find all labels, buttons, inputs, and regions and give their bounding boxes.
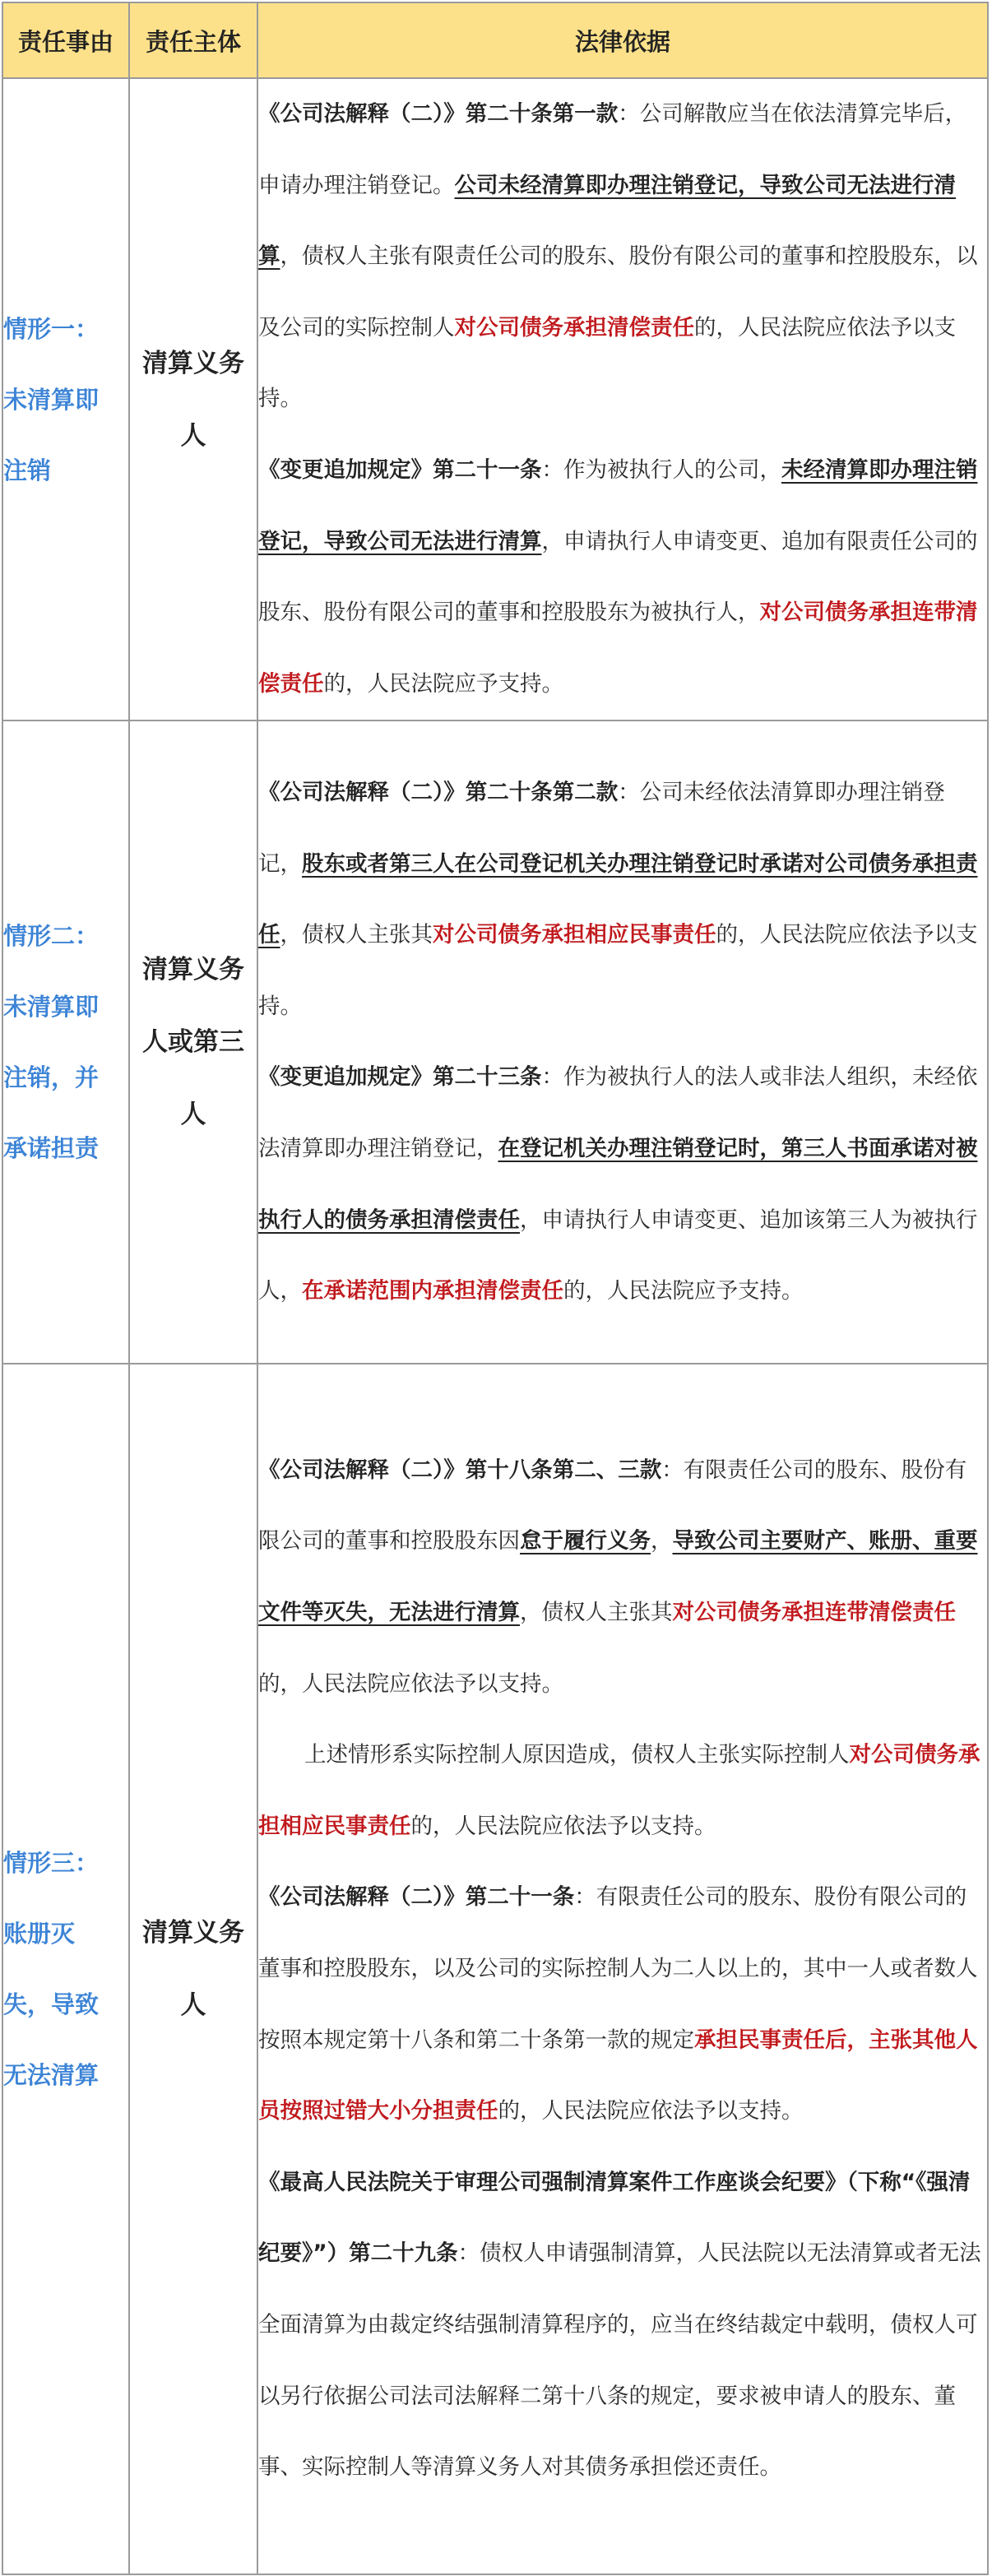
liability-text: 对公司债务承担清偿责任 [454,314,694,341]
scenario-line: 账册灭 [3,1920,76,1948]
legal-provision-paragraph [258,435,987,720]
scenario-line: 情形三： [3,1849,100,1878]
provision-text: 的，人民法院应依法予以支持。 [258,922,978,1019]
subject-line: 人 [180,1990,206,2021]
provision-text: ，申请执行人申请变更、追加有限责任公司的股东、股份有限公司的董事和控股股东为被执行人， [258,528,978,626]
table-row [2,78,988,720]
provision-text: 的，人民法院应依法予以支持。 [410,1813,716,1839]
provision-text: 的，人民法院应依法予以支持。 [258,1670,563,1697]
provision-citation: 《公司法解释（二）》第二十一条 [258,1884,575,1911]
table-header-row [2,2,988,78]
provision-text: ：有限责任公司的股东、股份有限公司的董事和控股股东因 [258,1457,967,1554]
legal-basis-cell [257,78,988,720]
table-row [2,1364,988,2574]
provision-text: ：公司解散应当在依法清算完毕后，申请办理注销登记。 [258,101,967,198]
provision-text: ：债权人申请强制清算，人民法院以无法清算或者无法全面清算为由裁定终结强制清算程序的，应当在终结裁定中载明，债权人可以另行依据公司法司法解释二第十八条的规定，要求被申请人的股东、董事、实际控制人等清算义务人对其债务承担偿还责任。 [258,2240,981,2481]
liability-text: 对公司债务承担相应民事责任 [258,1742,980,1839]
scenario-line: 无法清算 [3,2061,100,2090]
liability-text: 对公司债务承担相应民事责任 [433,922,716,948]
scenario-line: 未清算即 [3,385,100,414]
provision-text: 的，人民法院应依法予以支持。 [258,314,956,412]
key-condition-text: 公司未经清算即办理注销登记，导致公司无法进行清算 [258,172,956,270]
provision-text: ，债权人主张有限责任公司的股东、股份有限公司的董事和控股股东，以及公司的实际控制人 [258,243,978,341]
table-row [2,720,988,1364]
subject-line: 人 [180,1100,206,1130]
provision-text: 上述情形系实际控制人原因造成，债权人主张实际控制人 [304,1742,850,1768]
legal-provision-paragraph [258,79,987,435]
header-subject: 责任主体 [129,2,257,78]
subject-line: 人或第三 [142,1027,244,1058]
provision-text: ，债权人主张其 [520,1600,673,1626]
legal-provision-paragraph [258,2147,987,2504]
provision-citation: 《公司法解释（二）》第十八条第二、三款 [258,1457,662,1483]
subject-cell [129,1364,257,2574]
legal-provision-paragraph [258,1435,987,1720]
scenario-cell [2,78,129,720]
provision-text: ， [651,1528,673,1554]
provision-text: 的，人民法院应予支持。 [323,670,563,697]
key-condition-text: 在登记机关办理注销登记时，第三人书面承诺对被执行人的债务承担清偿责任 [258,1135,978,1233]
scenario-cell [2,1364,129,2574]
provision-text: ：作为被执行人的公司， [541,456,781,483]
subject-line: 清算义务 [142,1918,244,1948]
provision-citation: 《公司法解释（二）》第二十条第二款 [258,779,619,805]
subject-line: 清算义务 [142,955,244,985]
legal-basis-cell [257,720,988,1364]
legal-provision-paragraph [258,1720,987,1862]
provision-text: ：有限责任公司的股东、股份有限公司的董事和控股股东，以及公司的实际控制人为二人以上的，其中一人或者数人按照本规定第十八条和第二十条第一款的规定 [258,1884,978,2053]
scenario-line: 未清算即 [3,993,100,1022]
scenario-line: 注销 [3,456,52,484]
header-cause: 责任事由 [2,2,129,78]
provision-citation: 《最高人民法院关于审理公司强制清算案件工作座谈会纪要》（下称“《强清纪要》”）第二十九条 [258,2169,971,2267]
scenario-cell [2,720,129,1364]
legal-provision-paragraph [258,1042,987,1327]
provision-text: ：公司未经依法清算即办理注销登记， [258,779,945,877]
subject-cell [129,720,257,1364]
provision-citation: 《公司法解释（二）》第二十条第一款 [258,101,619,127]
scenario-line: 情形一： [3,314,100,343]
key-condition-text: 股东或者第三人在公司登记机关办理注销登记时承诺对公司债务承担责任 [258,850,978,948]
provision-citation: 《变更追加规定》第二十三条 [258,1064,542,1091]
scenario-line: 失，导致 [3,1990,100,2019]
provision-text: ，申请执行人申请变更、追加该第三人为被执行人， [258,1207,978,1304]
legal-provision-paragraph [258,758,987,1042]
key-condition-text: 怠于履行义务 [520,1528,651,1554]
subject-line: 人 [180,420,206,451]
key-condition-text: 未经清算即办理注销登记，导致公司无法进行清算 [258,456,978,554]
liability-text: 对公司债务承担连带清偿责任 [258,600,978,697]
liability-text: 对公司债务承担连带清偿责任 [672,1600,956,1626]
provision-text: ，债权人主张其 [280,922,433,948]
subject-cell [129,78,257,720]
key-condition-text: 导致公司主要财产、账册、重要文件等灭失，无法进行清算 [258,1528,978,1626]
legal-basis-table [2,2,989,2575]
provision-citation: 《变更追加规定》第二十一条 [258,456,542,483]
scenario-line: 承诺担责 [3,1134,100,1163]
legal-basis-cell [257,1364,988,2574]
scenario-line: 情形二： [3,922,100,951]
subject-line: 清算义务 [142,348,244,378]
provision-text: 的，人民法院应予支持。 [563,1278,804,1304]
legal-provision-paragraph [258,1862,987,2147]
liability-text: 在承诺范围内承担清偿责任 [302,1278,563,1304]
provision-text: 的，人民法院应依法予以支持。 [498,2098,804,2124]
scenario-line: 注销，并 [3,1063,100,1092]
provision-text: ：作为被执行人的法人或非法人组织，未经依法清算即办理注销登记， [258,1064,978,1161]
header-legal-basis: 法律依据 [257,2,988,78]
liability-text: 承担民事责任后，主张其他人员按照过错大小分担责任 [258,2027,978,2124]
